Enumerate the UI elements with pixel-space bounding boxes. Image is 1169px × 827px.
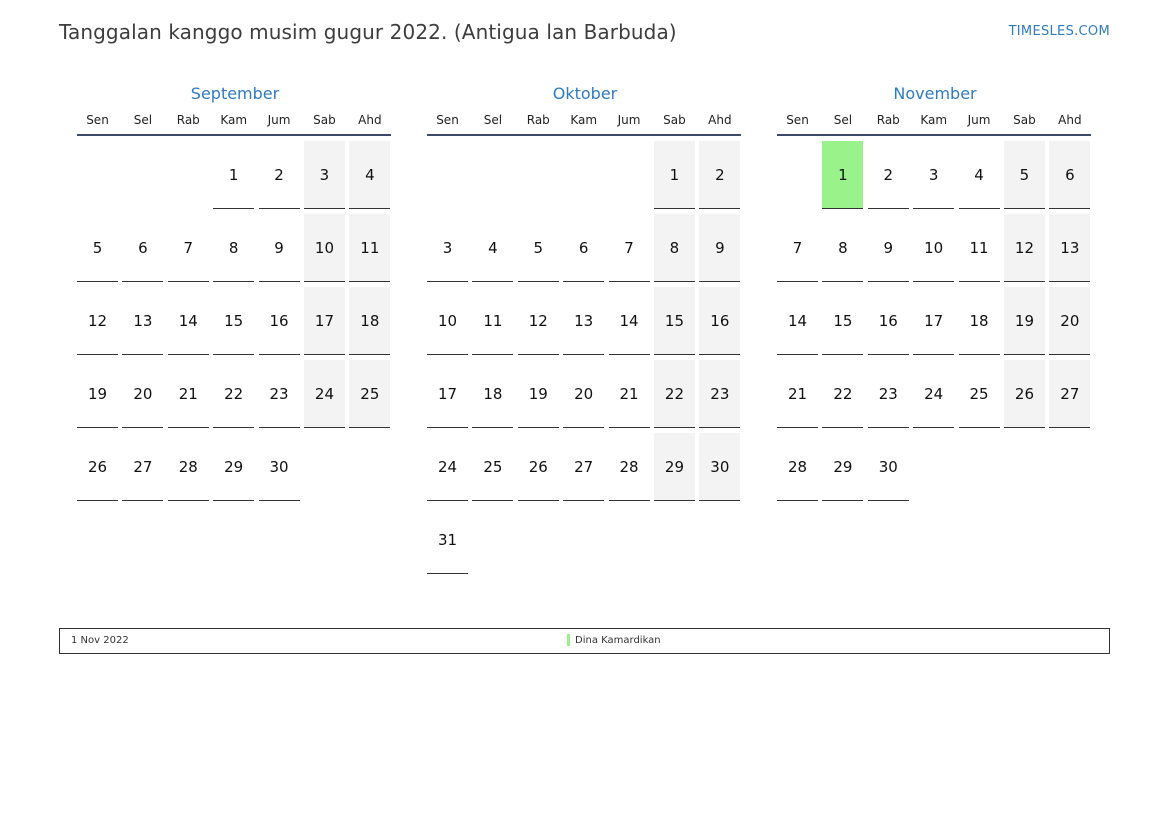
day-cell[interactable]: 22 [654, 360, 695, 428]
weekday-label: Rab [526, 113, 550, 127]
month-november [777, 82, 1093, 506]
day-cell[interactable]: 9 [259, 214, 300, 282]
weeks-grid [777, 141, 1093, 501]
day-cell[interactable]: 26 [1004, 360, 1045, 428]
day-cell[interactable]: 22 [822, 360, 863, 428]
day-cell[interactable]: 7 [168, 214, 209, 282]
day-cell[interactable]: 11 [349, 214, 390, 282]
empty-day-cell [699, 506, 740, 574]
week-row [777, 214, 1093, 282]
day-cell[interactable]: 20 [122, 360, 163, 428]
weekday-label: Ahd [708, 113, 732, 127]
day-cell[interactable]: 8 [213, 214, 254, 282]
empty-day-cell [304, 433, 345, 501]
empty-day-cell [472, 506, 513, 574]
day-cell[interactable]: 30 [259, 433, 300, 501]
day-cell[interactable]: 2 [868, 141, 909, 209]
day-cell[interactable]: 30 [868, 433, 909, 501]
day-cell[interactable]: 18 [959, 287, 1000, 355]
empty-day-cell [168, 141, 209, 209]
empty-day-cell [959, 433, 1000, 501]
day-cell[interactable]: 16 [699, 287, 740, 355]
day-cell[interactable]: 29 [654, 433, 695, 501]
month-name: September [190, 84, 280, 103]
day-cell[interactable]: 6 [1049, 141, 1090, 209]
week-row [427, 506, 743, 574]
day-cell[interactable]: 18 [472, 360, 513, 428]
weekday-label: Kam [570, 113, 598, 127]
day-cell[interactable]: 31 [427, 506, 468, 574]
day-cell[interactable]: 24 [304, 360, 345, 428]
day-cell[interactable]: 10 [913, 214, 954, 282]
weekday-label: Sen [786, 113, 809, 127]
day-cell[interactable]: 3 [427, 214, 468, 282]
day-cell[interactable]: 19 [518, 360, 559, 428]
week-row [77, 141, 393, 209]
weekday-label: Rab [876, 113, 900, 127]
empty-day-cell [654, 506, 695, 574]
day-cell[interactable]: 11 [959, 214, 1000, 282]
day-cell[interactable]: 28 [168, 433, 209, 501]
empty-day-cell [1004, 433, 1045, 501]
weeks-grid [427, 141, 743, 574]
day-cell[interactable]: 23 [699, 360, 740, 428]
week-row [427, 287, 743, 355]
day-cell[interactable]: 18 [349, 287, 390, 355]
day-cell[interactable]: 17 [913, 287, 954, 355]
day-cell[interactable]: 25 [349, 360, 390, 428]
weekday-label: Ahd [358, 113, 382, 127]
legend-holiday-name: Dina Kamardikan [575, 635, 661, 646]
week-row [777, 287, 1093, 355]
empty-day-cell [913, 433, 954, 501]
day-cell[interactable]: 19 [1004, 287, 1045, 355]
legend-color-swatch [567, 634, 570, 646]
day-cell[interactable]: 9 [699, 214, 740, 282]
weekday-label: Sab [1013, 113, 1036, 127]
weekday-header [777, 106, 1091, 136]
day-cell[interactable]: 8 [654, 214, 695, 282]
day-cell[interactable]: 5 [1004, 141, 1045, 209]
day-cell[interactable]: 21 [168, 360, 209, 428]
day-cell[interactable]: 27 [563, 433, 604, 501]
weekday-label: Sen [86, 113, 109, 127]
day-cell[interactable]: 26 [77, 433, 118, 501]
empty-day-cell [518, 141, 559, 209]
month-name: November [893, 84, 977, 103]
empty-day-cell [518, 506, 559, 574]
week-row [427, 141, 743, 209]
weekday-header [77, 106, 391, 136]
day-cell[interactable]: 13 [1049, 214, 1090, 282]
day-cell[interactable]: 13 [563, 287, 604, 355]
day-cell[interactable]: 1 [213, 141, 254, 209]
week-row [77, 433, 393, 501]
day-cell[interactable]: 26 [518, 433, 559, 501]
day-cell[interactable]: 17 [427, 360, 468, 428]
day-cell[interactable]: 2 [259, 141, 300, 209]
day-cell[interactable]: 8 [822, 214, 863, 282]
day-cell[interactable]: 16 [259, 287, 300, 355]
day-cell[interactable]: 6 [122, 214, 163, 282]
day-cell[interactable]: 6 [563, 214, 604, 282]
day-cell[interactable]: 20 [1049, 287, 1090, 355]
day-cell[interactable]: 25 [472, 433, 513, 501]
empty-day-cell [563, 506, 604, 574]
day-cell[interactable]: 20 [563, 360, 604, 428]
day-cell[interactable]: 9 [868, 214, 909, 282]
day-cell[interactable]: 3 [913, 141, 954, 209]
day-cell[interactable]: 22 [213, 360, 254, 428]
day-cell[interactable]: 12 [518, 287, 559, 355]
empty-day-cell [77, 141, 118, 209]
week-row [777, 141, 1093, 209]
month-name: Oktober [552, 84, 618, 103]
day-cell[interactable]: 27 [1049, 360, 1090, 428]
day-cell[interactable]: 24 [913, 360, 954, 428]
day-cell[interactable]: 21 [777, 360, 818, 428]
day-cell[interactable]: 12 [1004, 214, 1045, 282]
day-cell[interactable]: 24 [427, 433, 468, 501]
legend-date: 1 Nov 2022 [71, 635, 129, 646]
week-row [427, 433, 743, 501]
day-cell[interactable]: 15 [654, 287, 695, 355]
day-cell[interactable]: 4 [472, 214, 513, 282]
weekday-label: Sel [133, 113, 153, 127]
empty-day-cell [472, 141, 513, 209]
day-cell[interactable]: 23 [868, 360, 909, 428]
day-cell[interactable]: 7 [609, 214, 650, 282]
day-cell[interactable]: 14 [777, 287, 818, 355]
day-cell[interactable]: 13 [122, 287, 163, 355]
week-row [77, 360, 393, 428]
week-row [777, 360, 1093, 428]
day-cell[interactable]: 23 [259, 360, 300, 428]
month-oktober [427, 82, 743, 579]
day-cell[interactable]: 5 [518, 214, 559, 282]
empty-day-cell [609, 506, 650, 574]
weekday-label: Sel [833, 113, 853, 127]
site-link[interactable]: TIMESLES.COM [1008, 24, 1110, 39]
day-cell[interactable]: 4 [959, 141, 1000, 209]
day-cell[interactable]: 28 [777, 433, 818, 501]
day-cell[interactable]: 19 [77, 360, 118, 428]
day-cell[interactable]: 27 [122, 433, 163, 501]
day-cell[interactable]: 21 [609, 360, 650, 428]
holiday-day-cell[interactable]: 1 [822, 141, 863, 209]
week-row [77, 287, 393, 355]
day-cell[interactable]: 29 [822, 433, 863, 501]
day-cell[interactable]: 7 [777, 214, 818, 282]
day-cell[interactable]: 29 [213, 433, 254, 501]
empty-day-cell [609, 141, 650, 209]
day-cell[interactable]: 15 [822, 287, 863, 355]
day-cell[interactable]: 4 [349, 141, 390, 209]
day-cell[interactable]: 11 [472, 287, 513, 355]
weekday-header [427, 106, 741, 136]
weekday-label: Kam [920, 113, 948, 127]
day-cell[interactable]: 25 [959, 360, 1000, 428]
weekday-label: Jum [267, 113, 291, 127]
weeks-grid [77, 141, 393, 501]
day-cell[interactable]: 17 [304, 287, 345, 355]
day-cell[interactable]: 30 [699, 433, 740, 501]
day-cell[interactable]: 28 [609, 433, 650, 501]
week-row [77, 214, 393, 282]
empty-day-cell [777, 141, 818, 209]
empty-day-cell [563, 141, 604, 209]
empty-day-cell [427, 141, 468, 209]
weekday-label: Jum [967, 113, 991, 127]
weekday-label: Sab [663, 113, 686, 127]
day-cell[interactable]: 15 [213, 287, 254, 355]
day-cell[interactable]: 12 [77, 287, 118, 355]
day-cell[interactable]: 2 [699, 141, 740, 209]
week-row [427, 360, 743, 428]
weekday-label: Rab [176, 113, 200, 127]
day-cell[interactable]: 10 [304, 214, 345, 282]
month-september [77, 82, 393, 506]
holiday-legend [59, 628, 1110, 654]
weekday-label: Ahd [1058, 113, 1082, 127]
weekday-label: Sab [313, 113, 336, 127]
day-cell[interactable]: 3 [304, 141, 345, 209]
week-row [777, 433, 1093, 501]
page-title: Tanggalan kanggo musim gugur 2022. (Antigua lan Barbuda) [59, 20, 677, 44]
weekday-label: Sel [483, 113, 503, 127]
weekday-label: Sen [436, 113, 459, 127]
day-cell[interactable]: 14 [168, 287, 209, 355]
day-cell[interactable]: 1 [654, 141, 695, 209]
day-cell[interactable]: 14 [609, 287, 650, 355]
weekday-label: Kam [220, 113, 248, 127]
empty-day-cell [349, 433, 390, 501]
weekday-label: Jum [617, 113, 641, 127]
empty-day-cell [122, 141, 163, 209]
day-cell[interactable]: 5 [77, 214, 118, 282]
week-row [427, 214, 743, 282]
day-cell[interactable]: 10 [427, 287, 468, 355]
empty-day-cell [1049, 433, 1090, 501]
day-cell[interactable]: 16 [868, 287, 909, 355]
